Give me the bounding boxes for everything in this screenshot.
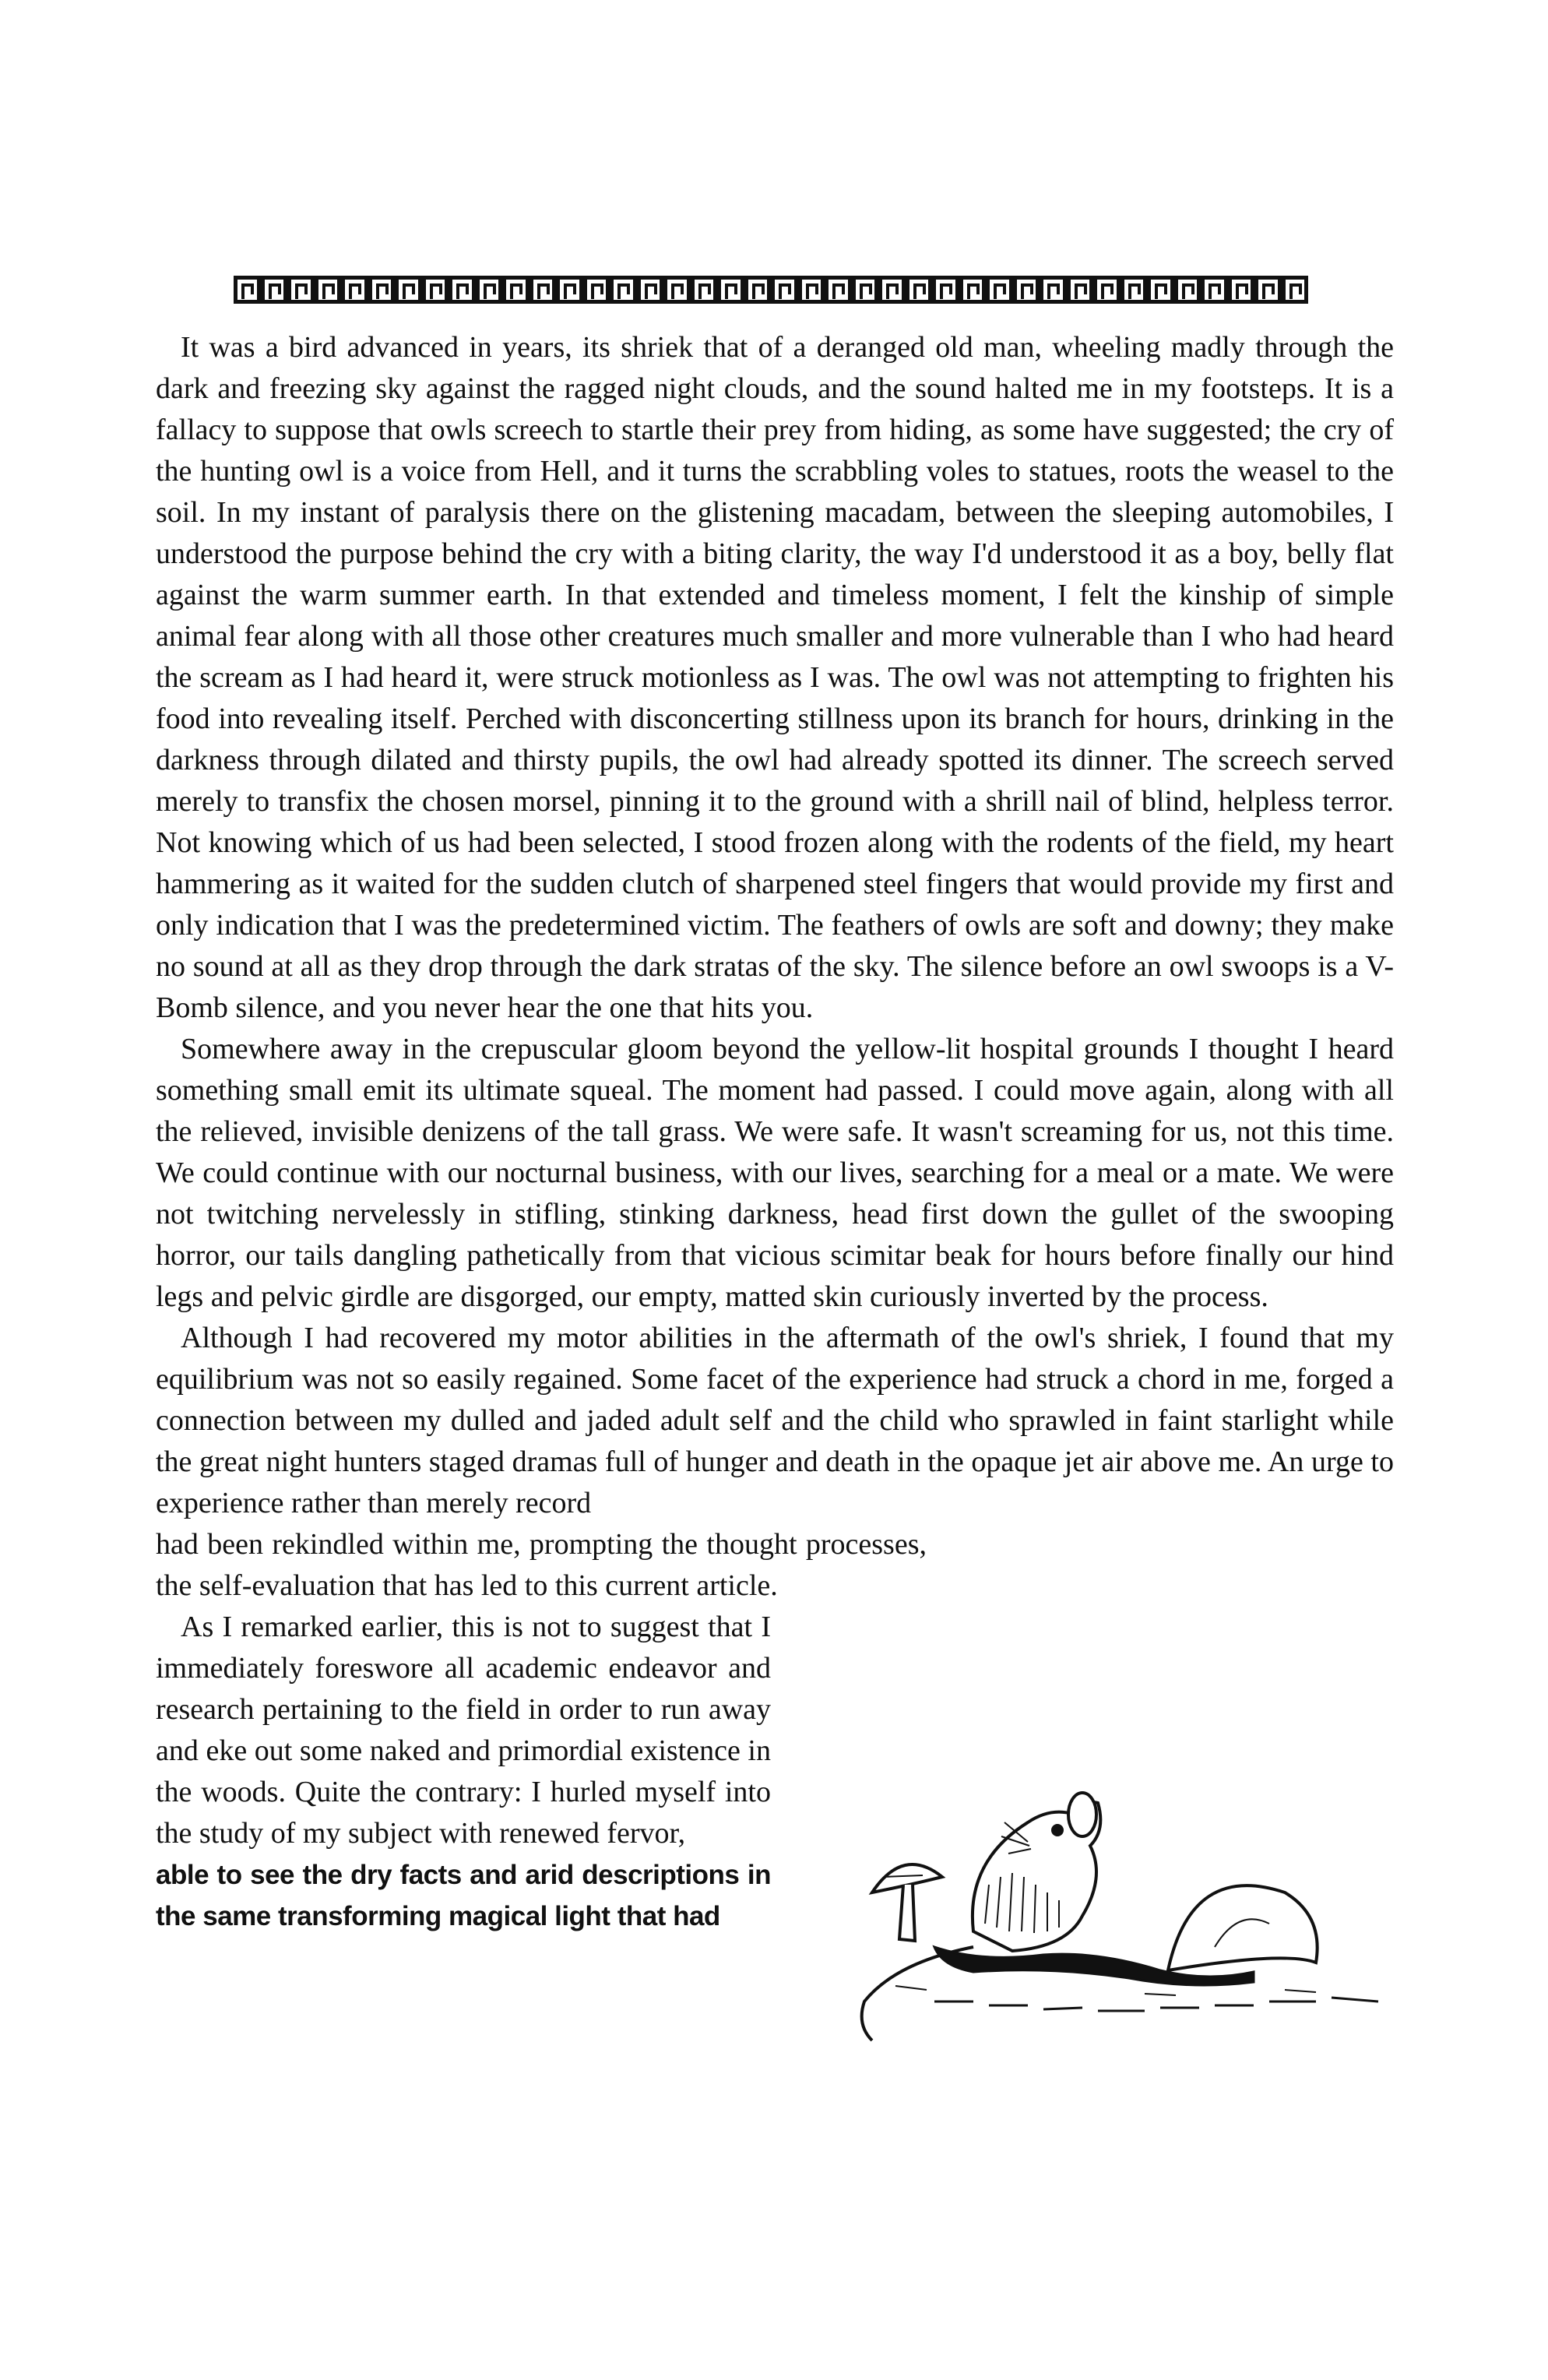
greek-key-icon (556, 276, 583, 304)
paragraph-squeal: Somewhere away in the crepuscular gloom beyond the yellow-lit hospital grounds I thought I heard something small emit its ultimate squeal. The moment had passed. I could move again, along with all the relieved, invisible denizens of the tall grass. We were safe. It wasn't screaming for us, not this time. We could continue with our nocturnal business, with our lives, searching for a meal or a mate. We were not twitching nervelessly in stifling, stinking darkness, head first down the gullet of the swooping horror, our tails dangling pathetically from that vicious scimitar beak for hours before finally our hind legs and pelvic girdle are disgorged, our empty, matted skin curiously inverted by the process. (156, 1033, 1394, 1313)
small-mushroom-icon (872, 1864, 942, 1941)
greek-key-icon (261, 276, 288, 304)
greek-key-icon (287, 276, 315, 304)
greek-key-icon (583, 276, 610, 304)
paragraph-equilibrium-continued: had been rekindled within me, prompting the thought processes, the self-evaluation that has led to this current article. (156, 1528, 927, 1602)
decorative-border (234, 273, 1308, 307)
mouse-mushroom-illustration (849, 1768, 1394, 2095)
greek-key-icon (986, 276, 1013, 304)
greek-key-icon (502, 276, 529, 304)
greek-key-icon (771, 276, 798, 304)
greek-key-icon (691, 276, 718, 304)
article-body (156, 327, 1394, 1937)
greek-key-icon (878, 276, 906, 304)
greek-key-icon (341, 276, 368, 304)
greek-key-icon (798, 276, 825, 304)
paragraph-remarked-earlier-bold: able to see the dry facts and arid descriptions in the same transforming magical light that had (156, 1860, 771, 1931)
greek-key-icon (395, 276, 422, 304)
greek-key-icon (1282, 276, 1309, 304)
greek-key-icon (1067, 276, 1094, 304)
greek-key-icon (825, 276, 852, 304)
greek-key-icon (449, 276, 476, 304)
greek-key-icon (315, 276, 342, 304)
greek-key-icon (717, 276, 744, 304)
greek-key-icon (1093, 276, 1121, 304)
greek-key-icon (1201, 276, 1228, 304)
mouse-icon (862, 1793, 1101, 2040)
greek-key-icon (1040, 276, 1067, 304)
greek-key-icon (476, 276, 503, 304)
paragraph-equilibrium: Although I had recovered my motor abilities in the aftermath of the owl's shriek, I found that my equilibrium was not so easily regained. Some facet of the experience had struck a chord in me, forged a connection between my dulled and jaded adult self and the child who sprawled in faint starlight while the great night hunters staged dramas full of hunger and death in the opaque jet air above me. An urge to experience rather than merely record (156, 1322, 1394, 1519)
greek-key-icon (610, 276, 637, 304)
greek-key-icon (959, 276, 987, 304)
paragraph-remarked-earlier: As I remarked earlier, this is not to suggest that I immediately foreswore all academic endeavor and research pertaining to the field in order to run away and eke out some naked and primordial existence in the woods. Quite the contrary: I hurled myself into the study of my subject with renewed fervor, (156, 1611, 771, 1850)
greek-key-icon (663, 276, 691, 304)
greek-key-icon (852, 276, 879, 304)
greek-key-icon (744, 276, 772, 304)
greek-key-icon (1254, 276, 1282, 304)
greek-key-icon (234, 276, 261, 304)
greek-key-icon (1147, 276, 1174, 304)
greek-key-icon (422, 276, 449, 304)
greek-key-icon (637, 276, 664, 304)
greek-key-icon (368, 276, 396, 304)
paragraph-owl-shriek: It was a bird advanced in years, its shriek that of a deranged old man, wheeling madly through the dark and freezing sky against the ragged night clouds, and the sound halted me in my footsteps. It is a fallacy to suppose that owls screech to startle their prey from hiding, as some have suggested; the cry of the hunting owl is a voice from Hell, and it turns the scrabbling voles to statues, roots the weasel to the soil. In my instant of paralysis there on the glistening macadam, between the sleeping automobiles, I understood the purpose behind the cry with a biting clarity, the way I'd understood it as a boy, belly flat against the warm summer earth. In that extended and timeless moment, I felt the kinship of simple animal fear along with all those other creatures much smaller and more vulnerable than I who had heard the scream as I had heard it, were struck motionless as I was. The owl was not attempting to frighten his food into revealing itself. Perched with disconcerting stillness upon its branch for hours, drinking in the darkness through dilated and thirsty pupils, the owl had already spotted its dinner. The screech served merely to transfix the chosen morsel, pinning it to the ground with a shrill nail of blind, helpless terror. Not knowing which of us had been selected, I stood frozen along with the rodents of the field, my heart hammering as it waited for the sudden clutch of sharpened steel fingers that would provide my first and only indication that I was the predetermined victim. The feathers of owls are soft and downy; they make no sound at all as they drop through the dark stratas of the sky. The silence before an owl swoops is a V-Bomb silence, and you never hear the one that hits you. (156, 331, 1394, 1024)
greek-key-icon (906, 276, 933, 304)
greek-key-icon (932, 276, 959, 304)
greek-key-icon (1228, 276, 1255, 304)
greek-key-icon (1121, 276, 1148, 304)
greek-key-icon (1174, 276, 1201, 304)
greek-key-icon (529, 276, 557, 304)
large-mushroom-icon (1168, 1885, 1318, 1970)
greek-key-icon (1013, 276, 1040, 304)
